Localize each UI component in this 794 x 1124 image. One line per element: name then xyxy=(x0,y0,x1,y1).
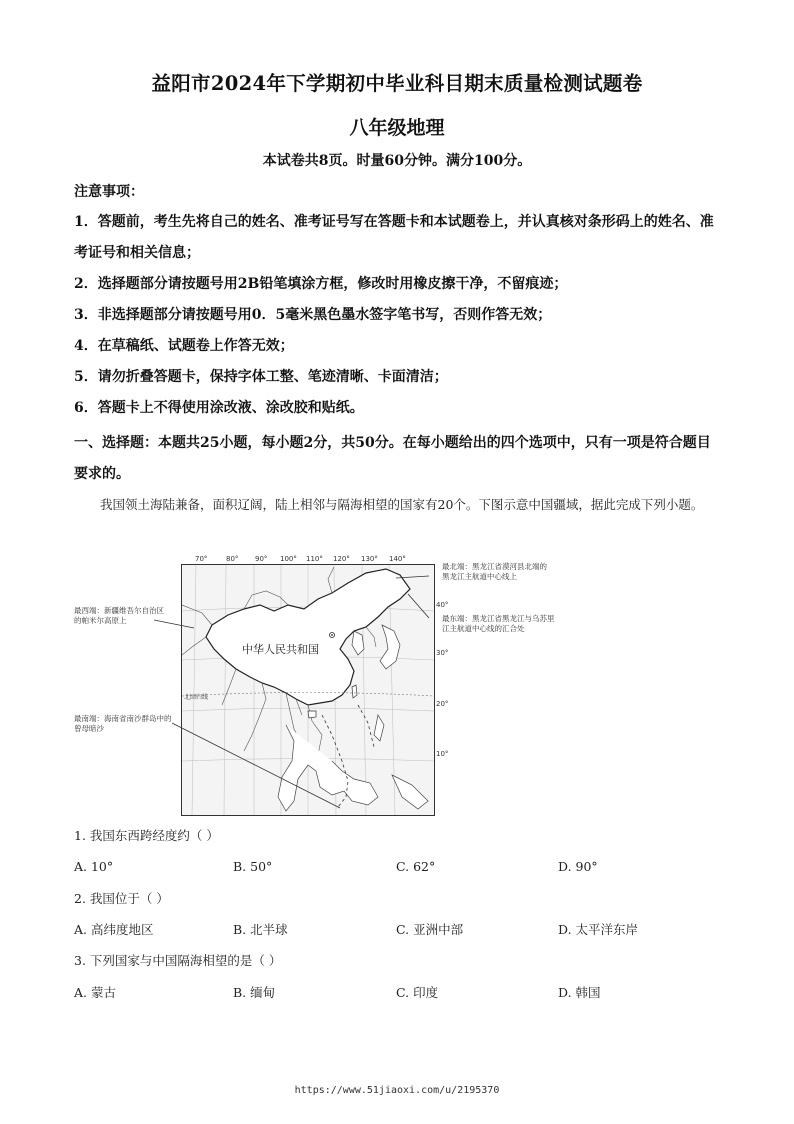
latitude-label-30: 30° xyxy=(436,649,449,657)
exam-info: 本试卷共8页。时量60分钟。满分100分。 xyxy=(262,153,532,169)
question-2-option-d: D. 太平洋东岸 xyxy=(558,922,639,937)
section-intro: 我国领土海陆兼备，面积辽阔，陆上相邻与隔海相望的国家有20个。下图示意中国疆域，据此完成下列小题。 xyxy=(100,497,704,512)
question-2-stem: 2. 我国位于（ ） xyxy=(74,891,169,906)
longitude-label-100: 100° xyxy=(280,555,297,563)
longitude-label-90: 90° xyxy=(255,555,268,563)
question-1-option-c: C. 62° xyxy=(396,859,436,874)
longitude-label-70: 70° xyxy=(195,555,208,563)
longitude-label-140: 140° xyxy=(389,555,406,563)
notice-heading: 注意事项： xyxy=(74,184,144,200)
question-3-option-a: A. 蒙古 xyxy=(74,985,116,1000)
longitude-label-130: 130° xyxy=(361,555,378,563)
exam-title: 益阳市2024年下学期初中毕业科目期末质量检测试题卷 xyxy=(151,72,643,95)
notice-item-2: 2．选择题部分请按题号用2B铅笔填涂方框，修改时用橡皮擦干净，不留痕迹； xyxy=(74,276,568,292)
longitude-label-110: 110° xyxy=(306,555,323,563)
notice-item-6: 6．答题卡上不得使用涂改液、涂改胶和贴纸。 xyxy=(74,400,364,416)
question-2-option-b: B. 北半球 xyxy=(233,922,288,937)
callout-south: 最南端：海南省南沙群岛中的曾母暗沙 xyxy=(74,714,172,733)
question-1-option-a: A. 10° xyxy=(74,859,114,874)
question-3-option-d: D. 韩国 xyxy=(558,985,601,1000)
latitude-label-10: 10° xyxy=(436,750,449,758)
question-3-stem: 3. 下列国家与中国隔海相望的是（ ） xyxy=(74,953,282,968)
country-label: 中华人民共和国 xyxy=(242,643,319,656)
exam-subtitle: 八年级地理 xyxy=(349,117,445,139)
notice-item-3: 3．非选择题部分请按题号用0．5毫米黑色墨水签字笔书写，否则作答无效； xyxy=(74,307,552,323)
question-3-option-b: B. 缅甸 xyxy=(233,985,276,1000)
question-2-option-a: A. 高纬度地区 xyxy=(74,922,154,937)
longitude-label-120: 120° xyxy=(333,555,350,563)
question-1-option-d: D. 90° xyxy=(558,859,598,874)
callout-west: 最西端：新疆维吾尔自治区的帕米尔高原上 xyxy=(74,606,164,625)
map-frame xyxy=(181,564,435,816)
question-3-option-c: C. 印度 xyxy=(396,985,439,1000)
notice-item-5: 5．请勿折叠答题卡，保持字体工整、笔迹清晰、卡面清洁； xyxy=(74,369,448,385)
question-1-option-b: B. 50° xyxy=(233,859,273,874)
footer-url[interactable]: https://www.51jiaoxi.com/u/2195370 xyxy=(294,1085,500,1096)
longitude-label-80: 80° xyxy=(226,555,239,563)
section-heading: 一、选择题：本题共25小题，每小题2分，共50分。在每小题给出的四个选项中，只有一项是符合题目要求的。 xyxy=(74,435,711,482)
question-2-option-c: C. 亚洲中部 xyxy=(396,922,464,937)
notice-item-1: 1．答题前，考生先将自己的姓名、准考证号写在答题卡和本试题卷上，并认真核对条形码上的姓名、准考证号和相关信息； xyxy=(74,214,714,261)
capital-dot xyxy=(331,634,333,636)
map-graphic xyxy=(182,565,434,815)
question-1-stem: 1. 我国东西跨经度约（ ） xyxy=(74,828,219,843)
notice-item-4: 4．在草稿纸、试题卷上作答无效； xyxy=(74,338,294,354)
notice-list xyxy=(74,207,724,424)
latitude-label-40: 40° xyxy=(436,601,449,609)
latitude-label-20: 20° xyxy=(436,700,449,708)
callout-east: 最东端：黑龙江省黑龙江与乌苏里江主航道中心线的汇合处 xyxy=(442,614,555,633)
china-territory-map xyxy=(74,555,594,816)
tropic-label: 北回归线 xyxy=(184,694,209,701)
callout-north: 最北端：黑龙江省漠河县北端的黑龙江主航道中心线上 xyxy=(442,562,547,581)
